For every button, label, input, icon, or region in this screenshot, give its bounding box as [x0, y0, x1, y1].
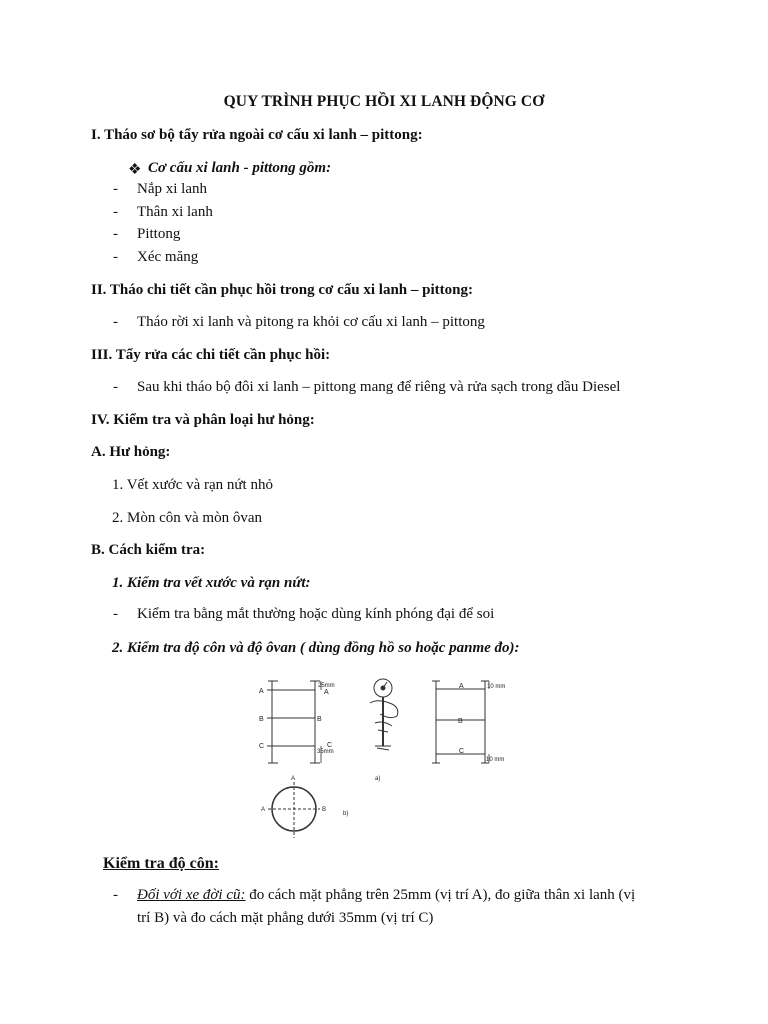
- list-item: Kiểm tra bằng mắt thường hoặc dùng kính phóng đại để soi: [137, 606, 495, 622]
- taper-item-line-2: trí B) và đo cách mặt phẳng dưới 35mm (vị trí C): [137, 910, 434, 926]
- list-item: Xéc măng: [137, 249, 199, 265]
- section-2-heading: II. Tháo chi tiết cần phục hồi trong cơ cấu xi lanh – pittong:: [91, 282, 473, 298]
- cylinder-diagram-a: [267, 681, 321, 763]
- fig-caption: b): [343, 811, 349, 817]
- list-item: Pittong: [137, 226, 181, 242]
- fig-caption: a): [375, 776, 381, 782]
- fig-label: C: [259, 743, 265, 750]
- fig-label: A: [459, 683, 464, 690]
- list-item: Thân xi lanh: [137, 204, 213, 220]
- fig-label: C: [459, 748, 465, 755]
- dash-marker: -: [113, 887, 118, 903]
- section-1-bullet-label: Cơ cấu xi lanh - pittong gồm:: [148, 160, 332, 176]
- fig-label: B: [458, 718, 463, 725]
- dash-marker: -: [113, 181, 118, 197]
- section-3-heading: III. Tẩy rửa các chi tiết cần phục hồi:: [91, 347, 331, 363]
- dash-marker: -: [113, 314, 118, 330]
- dial-gauge-drawing: [370, 679, 398, 750]
- taper-item-lead: Đối với xe đời cũ:: [137, 887, 246, 903]
- fig-label: B: [322, 807, 327, 813]
- subsection-a-heading: A. Hư hỏng:: [91, 444, 171, 460]
- section-4-heading: IV. Kiểm tra và phân loại hư hỏng:: [91, 412, 315, 428]
- taper-item-text: đo cách mặt phẳng trên 25mm (vị trí A), đo giữa thân xi lanh (vị: [245, 887, 636, 903]
- cross-section-circle: [268, 782, 320, 838]
- list-item: Nắp xi lanh: [137, 181, 207, 197]
- dash-marker: -: [113, 249, 118, 265]
- subsection-b-heading: B. Cách kiểm tra:: [91, 542, 206, 558]
- fig-label: B: [259, 716, 264, 723]
- dash-marker: -: [113, 379, 118, 395]
- fig-dim-label: 25mm: [318, 683, 335, 689]
- fig-label: B: [317, 716, 322, 723]
- dash-marker: -: [113, 226, 118, 242]
- fig-label: A: [259, 688, 264, 695]
- fig-dim-label: 35mm: [317, 749, 334, 755]
- list-item: Tháo rời xi lanh và pitong ra khỏi cơ cấu xi lanh – pittong: [137, 314, 485, 330]
- taper-check-heading: Kiểm tra độ côn:: [103, 855, 219, 872]
- taper-item-line-1: [137, 887, 635, 904]
- dash-marker: -: [113, 204, 118, 220]
- section-1-heading: I. Tháo sơ bộ tẩy rửa ngoài cơ cấu xi lanh – pittong:: [91, 127, 423, 143]
- document-title: QUY TRÌNH PHỤC HỒI XI LANH ĐỘNG CƠ: [223, 93, 545, 110]
- fig-dim-label: 10 mm: [486, 757, 505, 763]
- list-item: Sau khi tháo bộ đôi xi lanh – pittong mang để riêng và rửa sạch trong dầu Diesel: [137, 379, 621, 395]
- cylinder-measurement-figure: [250, 668, 530, 848]
- fig-label: A: [291, 776, 296, 782]
- fig-label: C: [327, 742, 333, 749]
- check-2-heading: 2. Kiểm tra độ côn và độ ôvan ( dùng đồng hồ so hoặc panme đo):: [112, 640, 520, 656]
- dash-marker: -: [113, 606, 118, 622]
- fig-dim-label: 10 mm: [487, 684, 506, 690]
- fig-label: A: [324, 689, 329, 696]
- bullet-diamond-icon: ❖: [128, 162, 142, 178]
- list-item: 1. Vết xước và rạn nứt nhỏ: [112, 477, 273, 493]
- list-item: 2. Mòn côn và mòn ôvan: [112, 510, 262, 526]
- check-1-heading: 1. Kiểm tra vết xước và rạn nứt:: [112, 575, 311, 591]
- fig-label: A: [261, 807, 266, 813]
